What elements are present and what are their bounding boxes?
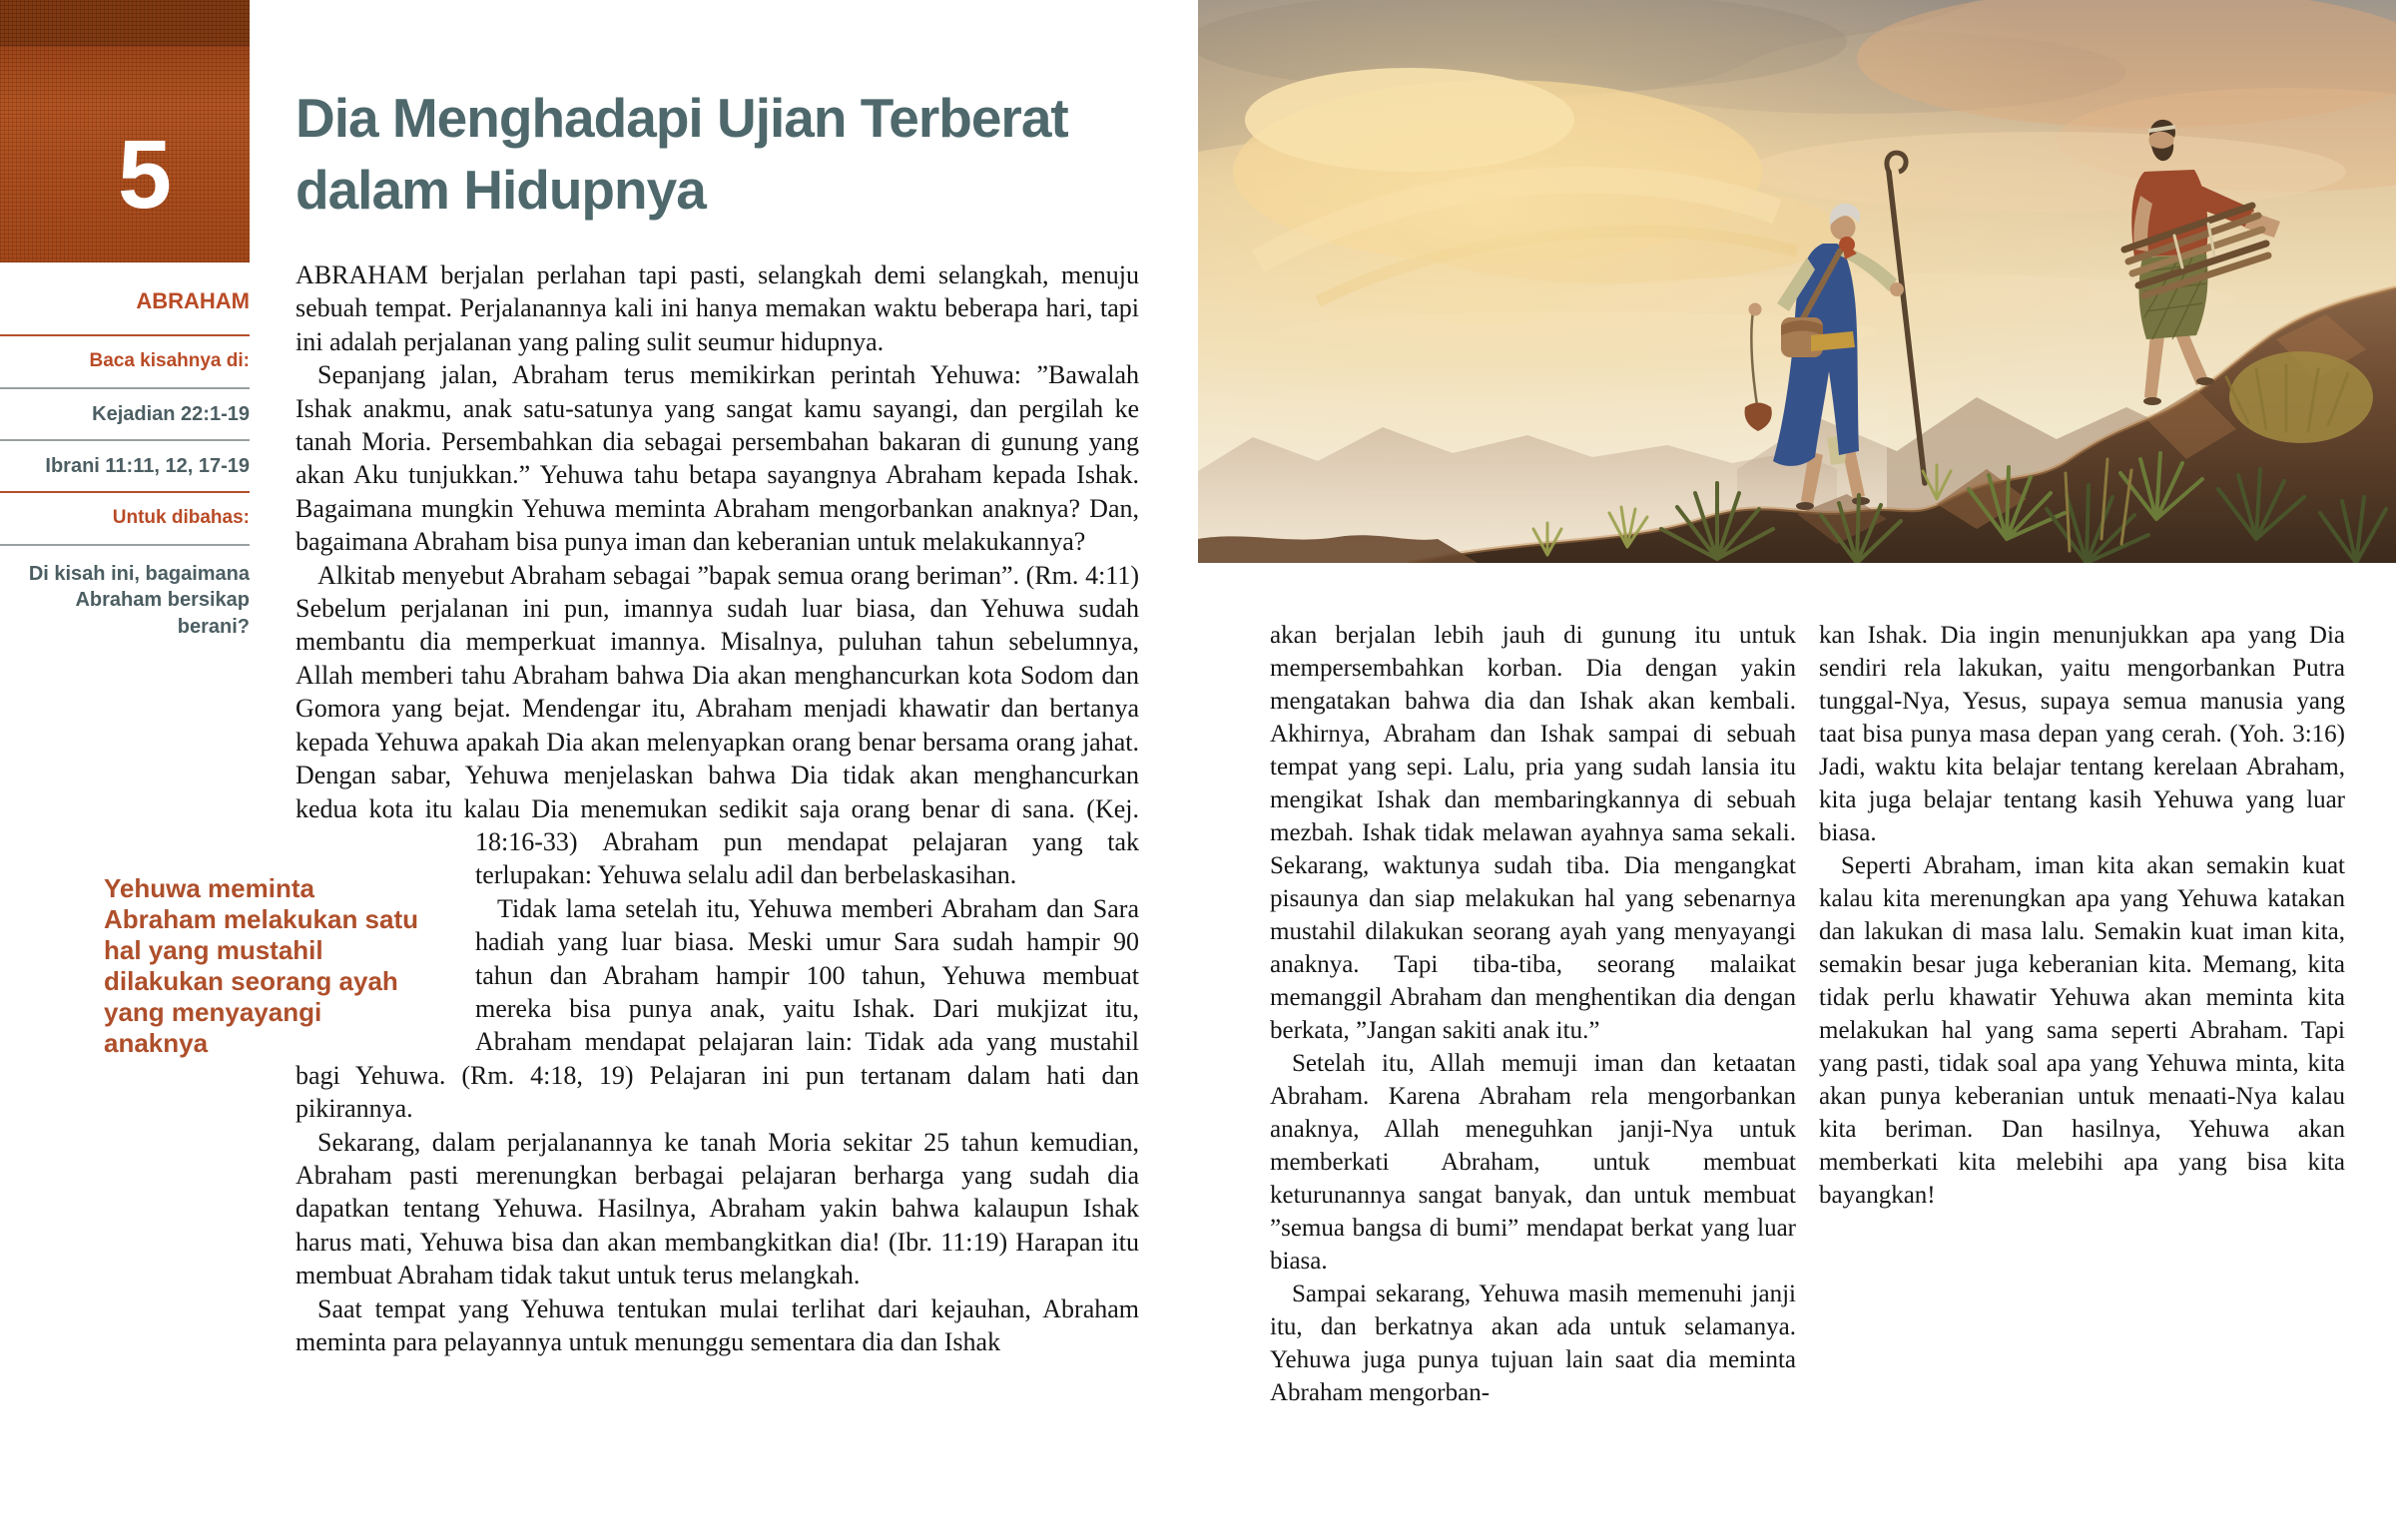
paragraph: akan berjalan lebih jauh di gunung itu untuk mempersembahkan korban. Dia dengan yakin mengatakan bahwa dia dan Ishak akan kembali. Akhirnya, Abraham dan Ishak sampai di sebuah tempat yang sepi. Lalu, pria yang sudah lansia itu mengikat Ishak dan membaringkannya di sebuah mezbah. Ishak tidak melawan ayahnya sama sekali. Sekarang, waktunya sudah tiba. Dia mengangkat pisaunya dan siap melakukan hal yang sebenarnya mustahil dilakukan seorang ayah yang menyayangi anaknya. Tapi tiba-tiba, seorang malaikat memanggil Abraham dan menghentikan dia dengan berkata, ”Jangan sakiti anak itu.” <box>1270 622 1796 1044</box>
chapter-number-block <box>0 0 250 262</box>
article-column-3 <box>1819 619 2345 1212</box>
pull-quote: Yehuwa meminta Abraham melakukan satu hal yang mustahil dilakukan seorang ayah yang menyayangi anaknya <box>104 872 419 1058</box>
sidebar-divider <box>0 334 250 336</box>
paragraph: kan Ishak. Dia ingin menunjukkan apa yang Dia sendiri rela lakukan, yaitu mengorbankan Putra tunggal-Nya, Yesus, supaya semua manusia yang taat bisa punya masa depan yang cerah. (Yoh. 3:16) Jadi, waktu kita belajar tentang kerelaan Abraham, kita juga belajar tentang kasih Yehuwa yang luar biasa. <box>1819 622 2345 846</box>
paragraph: Seperti Abraham, iman kita akan semakin kuat kalau kita merenungkan apa yang Yehuwa katakan dan lakukan di masa lalu. Semakin kuat iman kita, semakin besar juga keberanian kita. Memang, kita tidak perlu khawatir Yehuwa akan meminta kita melakukan hal yang sama seperti Abraham. Tapi yang pasti, tidak soal apa yang Yehuwa minta, kita akan punya keberanian untuk menaati-Nya kalau kita beriman. Dan hasilnya, Yehuwa akan memberkati kita melebihi apa yang bisa kita bayangkan! <box>1819 852 2345 1209</box>
chapter-block-top-band <box>0 0 250 46</box>
paragraph: Saat tempat yang Yehuwa tentukan mulai terlihat dari kejauhan, Abraham meminta para pelayannya untuk menunggu sementara dia dan Ishak <box>296 1293 1139 1356</box>
sidebar-reference: Kejadian 22:1-19 <box>92 402 250 425</box>
paragraph: Sampai sekarang, Yehuwa masih memenuhi janji itu, dan berkatnya akan ada untuk selamanya. Yehuwa juga punya tujuan lain saat dia meminta Abraham mengorban- <box>1270 1281 1796 1406</box>
story-illustration <box>1198 0 2396 563</box>
sidebar <box>0 290 250 640</box>
chapter-number: 5 <box>118 120 172 229</box>
article-column-2 <box>1270 619 1796 1409</box>
sidebar-discuss-label: Untuk dibahas: <box>112 506 250 528</box>
sidebar-divider <box>0 439 250 441</box>
sidebar-divider <box>0 544 250 546</box>
paragraph-text: Abraham pun mendapat pelajaran yang tak terlupakan: Yehuwa selalu adil dan berbelaskasihan. <box>475 826 1140 890</box>
sidebar-divider <box>0 387 250 389</box>
sidebar-discuss-question: Di kisah ini, bagaimana Abraham bersikap berani? <box>28 562 250 638</box>
sidebar-person-name: ABRAHAM <box>136 288 250 313</box>
sidebar-divider <box>0 491 250 493</box>
paragraph: Sepanjang jalan, Abraham terus memikirkan perintah Yehuwa: ”Bawalah Ishak anakmu, anak satu-satunya yang sangat kamu sayangi, dan pergilah ke tanah Moria. Persembahkan dia sebagai persembahan bakaran di gunung yang akan Aku tunjukkan.” Yehuwa tahu betapa sayangnya Abraham kepada Ishak. Bagaimana mungkin Yehuwa meminta Abraham mengorbankan anaknya? Dan, bagaimana Abraham bisa punya iman dan keberanian untuk melakukannya? <box>296 360 1139 557</box>
paragraph: Setelah itu, Allah memuji iman dan ketaatan Abraham. Karena Abraham rela mengorbankan anaknya, Allah meneguhkan janji-Nya untuk memberkati Abraham, untuk membuat keturunannya sangat banyak, dan untuk membuat ”semua bangsa di bumi” mendapat berkat yang luar biasa. <box>1270 1050 1796 1275</box>
paragraph: ABRAHAM berjalan perlahan tapi pasti, selangkah demi selangkah, menuju sebuah tempat. Perjalanannya kali ini hanya memakan waktu beberapa hari, tapi ini adalah perjalanan yang paling sulit seumur hidupnya. <box>296 260 1139 356</box>
paragraph: Sekarang, dalam perjalanannya ke tanah Moria sekitar 25 tahun kemudian, Abraham pasti merenungkan berbagai pelajaran berharga yang sudah dia dapatkan tentang Yehuwa. Hasilnya, Abraham yakin bahwa kalaupun Ishak harus mati, Yehuwa bisa dan akan membangkitkan dia! (Ibr. 11:19) Harapan itu membuat Abraham tidak takut untuk terus melangkah. <box>296 1127 1139 1290</box>
paragraph: Tidak lama setelah itu, Yehuwa memberi Abraham dan Sara hadiah yang luar biasa. Meski umur Sara sudah hampir 90 tahun dan Abraham hampir 100 tahun, Yehuwa membuat mereka bisa punya anak, yaitu Ishak. Dari mukjizat itu, Abraham mendapat pelajaran lain: Tidak ada yang mustahil bagi Yehuwa. (Rm. 4:18, 19) Pelajaran ini pun tertanam dalam hati dan pikirannya. <box>296 893 1139 1124</box>
paragraph-text: Alkitab menyebut Abraham sebagai ”bapak semua orang beriman”. (Rm. 4:11) Sebelum perjalanan ini pun, imannya sudah luar biasa, dan Yehuwa sudah membantu dia memperkuat imannya. Misalnya, puluhan tahun sebelumnya, Allah memberi tahu Abraham bahwa Dia akan menghancurkan kota Sodom dan Gomora yang bejat. Mendengar itu, Abraham menjadi khawatir dan bertanya kepada Yehuwa apakah Dia akan melenyapkan orang benar bersama orang jahat. Dengan sabar, Yehuwa menjelaskan bahwa Dia tidak akan menghancurkan kedua kota itu kalau Dia menemukan sedikit saja orang benar di sana. (Kej. 18:16-33) <box>296 560 1139 856</box>
illustration-scene <box>1198 0 2396 563</box>
page-title: Dia Menghadapi Ujian Terberat dalam Hidupnya <box>296 87 1068 221</box>
sidebar-read-label: Baca kisahnya di: <box>89 350 250 371</box>
sidebar-reference: Ibrani 11:11, 12, 17-19 <box>45 454 250 477</box>
